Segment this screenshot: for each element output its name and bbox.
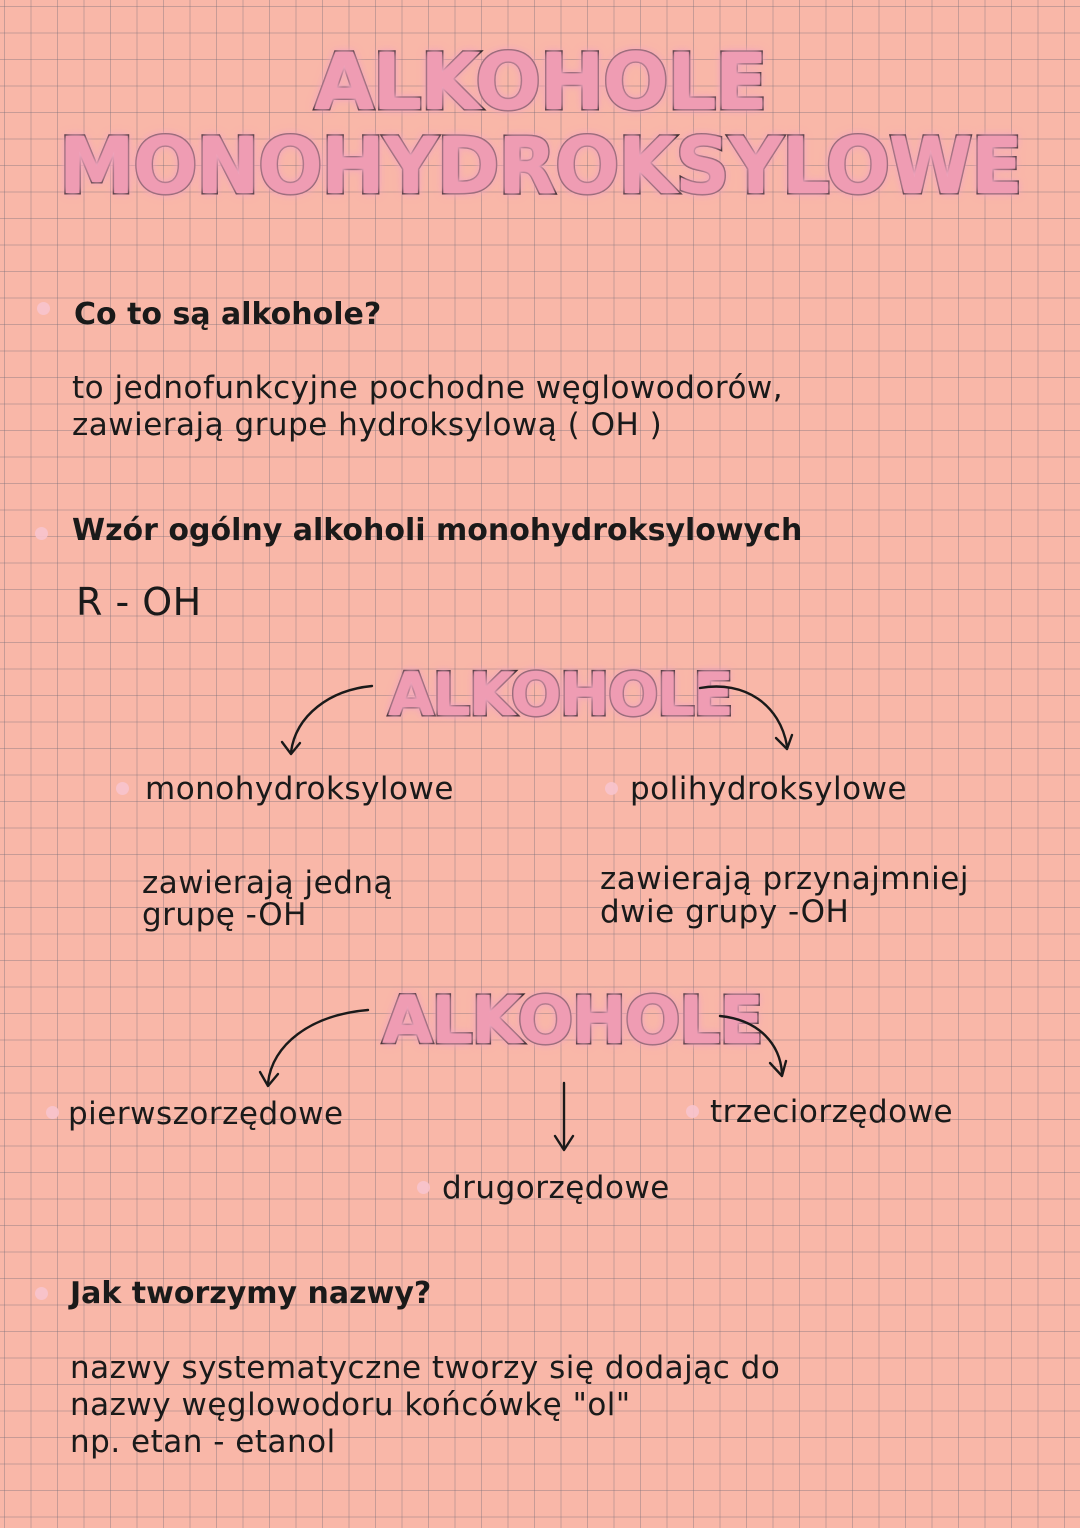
formula-heading: Wzór ogólny alkoholi monohydroksylowych [72, 513, 803, 548]
question-heading: Co to są alkohole? [74, 297, 382, 332]
diagram1-right-label: polihydroksylowe [630, 771, 908, 807]
naming-line-1: nazwy systematyczne tworzy się dodając do [70, 1350, 781, 1386]
general-formula: R - OH [76, 580, 202, 624]
diagram2-right-label: trzeciorzędowe [710, 1094, 954, 1130]
naming-heading: Jak tworzymy nazwy? [70, 1276, 432, 1311]
page-title-line1: ALKOHOLE [314, 38, 766, 128]
naming-line-3: np. etan - etanol [70, 1424, 336, 1460]
diagram2-middle-label: drugorzędowe [442, 1170, 670, 1206]
arrow-to-polihydroksylowe [700, 687, 787, 746]
diagram1-left-desc-1: zawierają jedną [142, 865, 394, 901]
arrowhead-icon [770, 1061, 786, 1076]
diagram2-root: ALKOHOLE [382, 982, 762, 1059]
diagram1-left-label: monohydroksylowe [145, 771, 454, 807]
diagram1-root: ALKOHOLE [388, 660, 732, 730]
arrow-to-pierwszorzedowe [268, 1010, 368, 1083]
arrow-to-monohydroksylowe [291, 686, 372, 752]
diagram1-right-desc-2: dwie grupy -OH [600, 894, 850, 930]
page-title-line2: MONOHYDROKSYLOWE [58, 122, 1022, 212]
diagram1-left-desc-2: grupę -OH [142, 897, 307, 933]
definition-line-1: to jednofunkcyjne pochodne węglowodorów, [72, 370, 784, 406]
diagram1-right-desc-1: zawierają przynajmniej [600, 861, 969, 897]
diagram2-left-label: pierwszorzędowe [68, 1096, 344, 1132]
definition-line-2: zawierają grupe hydroksylową ( OH ) [72, 407, 663, 443]
naming-line-2: nazwy węglowodoru końcówkę "ol" [70, 1387, 631, 1423]
